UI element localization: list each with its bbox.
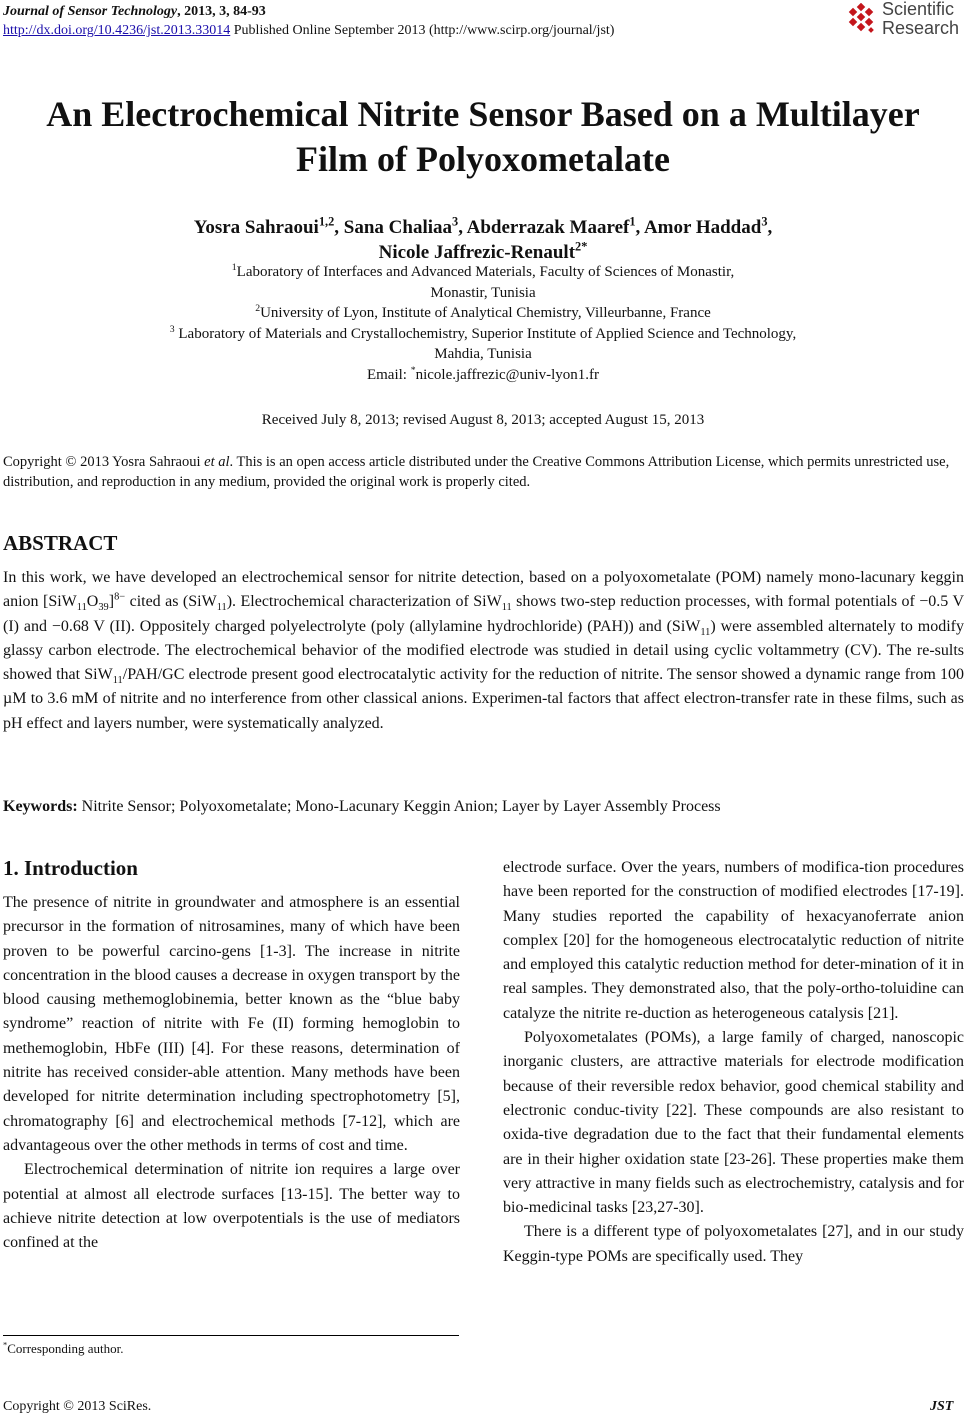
abstract-text: In this work, we have developed an electrochemical sensor for nitrite detection, based on a polyoxometalate (POM) namely mono-lacunary keggin anion [SiW xyxy=(3,569,964,611)
abstract-text: ] xyxy=(108,593,115,611)
logo-line-2: Research xyxy=(882,18,960,38)
publication-info xyxy=(3,22,614,40)
journal-citation xyxy=(3,3,266,21)
affil-number: 2 xyxy=(255,303,261,314)
received-dates: Received July 8, 2013; revised August 8, 2013; accepted August 15, 2013 xyxy=(261,412,705,428)
footnote-mark: * xyxy=(3,1339,8,1350)
journal-name: Journal of Sensor Technology xyxy=(3,4,178,19)
footnote-divider xyxy=(3,1335,459,1336)
affiliation-line: Laboratory of Materials and Crystallochemistry, Superior Institute of Applied Science and Technology, xyxy=(174,325,797,342)
title-line-2: Film of Polyoxometalate xyxy=(296,139,670,179)
author-name: Amor Haddad xyxy=(643,217,762,238)
paragraph: There is a different type of polyoxometalates [27], and in our study Keggin-type POMs are specifically used. They xyxy=(503,1223,964,1265)
affiliation-line: Mahdia, Tunisia xyxy=(434,346,532,362)
email-mark: * xyxy=(410,364,416,376)
abstract-body xyxy=(3,566,964,736)
page-footer-copyright: Copyright © 2013 SciRes. xyxy=(3,1399,152,1414)
author-affil-mark: 2* xyxy=(575,239,588,254)
keywords-list: Nitrite Sensor; Polyoxometalate; Mono-Lacunary Keggin Anion; Layer by Layer Assembly Process xyxy=(77,798,721,815)
paragraph: The presence of nitrite in groundwater and atmosphere is an essential precursor in the formation of nitrosamines, many of which have been proven to be powerful carcino-gens [1-3]. The increase in nitrite concentration in the blood causes a decrease in oxygen transport by the blood causing methemoglobinemia, better known as the “blue baby syndrome” reaction of nitrite with Fe (II) forming hemoglobin to methemoglobin, HbFe (III) [4]. For these reasons, determination of nitrite has received consider-able attention. Many methods have been developed for nitrite determination including spectrophotometry [5], chromatography [6] and electrochemical methods [7-12], which are advantageous over the other methods in terms of cost and time. xyxy=(3,894,460,1154)
keywords-label: Keywords: xyxy=(3,798,78,815)
superscript: 8− xyxy=(114,591,126,603)
footnote-text: Corresponding author. xyxy=(7,1341,124,1356)
affiliation-line: Laboratory of Interfaces and Advanced Materials, Faculty of Sciences of Monastir, xyxy=(236,264,735,280)
subscript: 11 xyxy=(216,602,227,614)
copyright-etal: et al xyxy=(204,454,230,470)
copyright-text: . This is an open access article distributed under the Creative Commons Attribution License, which permits unrestricted use, distribution, and reproduction in any medium, provided the original work is properly cited. xyxy=(3,454,950,490)
page-footer-journal: JST xyxy=(930,1399,954,1414)
subscript: 11 xyxy=(700,626,711,638)
copyright-notice xyxy=(3,452,963,492)
author-name: Abderrazak Maaref xyxy=(466,217,630,238)
abstract-text: ) were assembled alternately to modify glassy carbon electrode. The electrochemical behavior of the modified electrode was studied in detail using cyclic voltammetry (CV). The re-sults showed that SiW xyxy=(3,617,964,684)
affiliations xyxy=(0,262,966,385)
affil-number: 3 xyxy=(169,323,175,335)
left-column xyxy=(3,891,460,1255)
section-heading-introduction: 1. Introduction xyxy=(3,856,138,880)
doi-link[interactable]: http://dx.doi.org/10.4236/jst.2013.33014 xyxy=(3,23,231,38)
published-text: Published Online September 2013 (http://www.scirp.org/journal/jst) xyxy=(230,23,615,38)
author-list: Yosra Sahraoui$^{1,2}$, Sana Chaliaa$^3$, Abderrazak Maaref$^1$, Amor Haddad$^3$, Nicole Jaffrezic-Renault$^{2*}$ xyxy=(193,214,773,263)
subscript: 11 xyxy=(501,602,512,614)
email-label: Email: xyxy=(366,366,411,383)
copyright-text: Copyright © 2013 Yosra Sahraoui xyxy=(3,454,205,470)
subscript: 39 xyxy=(98,602,109,614)
abstract-heading: ABSTRACT xyxy=(3,531,118,555)
email-address[interactable]: nicole.jaffrezic@univ-lyon1.fr xyxy=(415,366,600,383)
author-name: Sana Chaliaa xyxy=(343,217,453,238)
paper-title xyxy=(0,92,966,182)
scientific-research-logo-icon xyxy=(846,3,880,37)
affiliation-line: University of Lyon, Institute of Analytical Chemistry, Villeurbanne, France xyxy=(260,305,711,321)
keywords xyxy=(3,796,964,818)
abstract-text: /PAH/GC electrode present good electrocatalytic activity for the reduction of nitrite. The sensor showed a dynamic range from 100 µM to 3.6 mM of nitrite and no interference from other classical anions. Experimen-tal factors that affect electron-transfer rate in these films, such as pH effect and layers number, were systematically analyzed. xyxy=(3,666,964,732)
abstract-text: cited as (SiW xyxy=(125,593,217,611)
author-affil-mark: 3 xyxy=(761,214,768,229)
author-affil-mark: 1 xyxy=(629,214,636,229)
logo-line-1: Scientific xyxy=(882,0,955,19)
abstract-text: O xyxy=(86,593,99,611)
author-affil-mark: 1,2 xyxy=(318,214,335,229)
logo-text xyxy=(882,0,959,38)
author-name: Yosra Sahraoui xyxy=(193,217,319,238)
affil-number: 1 xyxy=(231,262,237,273)
paragraph: Polyoxometalates (POMs), a large family of charged, nanoscopic inorganic clusters, are attractive materials for electrode modification because of their reversible redox behavior, good chemical stability and electronic conduc-tivity [22]. These compounds are also resistant to oxida-tive degradation due to the fact that their fundamental elements are in their higher oxidation state [23-26]. These properties make them very attractive in many fields such as electrochemistry, catalysis and for bio-medicinal tasks [23,27-30]. xyxy=(503,1029,964,1217)
title-line-1: An Electrochemical Nitrite Sensor Based on a Multilayer xyxy=(46,94,920,134)
footnote xyxy=(3,1341,123,1357)
paragraph: Electrochemical determination of nitrite ion requires a large over potential at almost all electrode surfaces [13-15]. The better way to achieve nitrite detection at low overpotentials is the use of mediators confined at the xyxy=(3,1161,460,1252)
abstract-text: shows two-step reduction processes, with formal potentials of −0.5 V (I) and −0.68 V (II). Oppositely charged polyelectrolyte (poly (allylamine hydrochloride) (PAH)) and (SiW xyxy=(3,593,965,635)
right-column xyxy=(503,856,964,1269)
abstract-text: ). Electrochemical characterization of SiW xyxy=(226,593,502,611)
subscript: 11 xyxy=(112,675,123,687)
affiliation-line: Monastir, Tunisia xyxy=(430,284,536,301)
author-name: Nicole Jaffrezic-Renault xyxy=(378,242,576,263)
paragraph: electrode surface. Over the years, numbers of modifica-tion procedures have been reported for the construction of modified electrodes [17-19]. Many studies reported the capability of hexacyanoferrate anion complex [20] for the homogeneous electrocatalytic reduction of nitrite and employed this catalytic reduction method for deter-mination of it in real samples. They demonstrated also, that the poly-ortho-toluidine can catalyze the nitrite re-duction as heterogeneous catalysis [21]. xyxy=(503,859,964,1022)
publisher-logo xyxy=(846,0,966,42)
journal-volume: , 2013, 3, 84-93 xyxy=(177,4,266,19)
subscript: 11 xyxy=(76,602,87,614)
author-affil-mark: 3 xyxy=(452,214,459,229)
